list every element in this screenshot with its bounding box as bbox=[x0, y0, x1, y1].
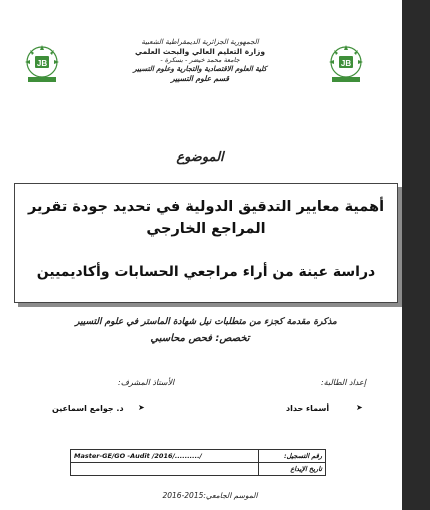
registration-label: رقم التسجيل: bbox=[259, 450, 326, 463]
header-line-republic: الجمهورية الجزائرية الديمقراطية الشعبية bbox=[141, 38, 259, 46]
header-line-faculty: كلية العلوم الاقتصادية والتجارية وعلوم التسيير bbox=[133, 65, 267, 73]
arrow-bullet-icon: ➤ bbox=[356, 403, 363, 412]
specialization: تخصص: فحص محاسبي bbox=[150, 333, 250, 344]
deposit-date-row bbox=[71, 463, 326, 476]
thesis-subtitle: دراسة عينة من أراء مراجعي الحسابات وأكاديميين bbox=[36, 264, 376, 280]
university-emblem-icon bbox=[326, 42, 366, 84]
deposit-date-value bbox=[71, 463, 259, 476]
svg-text:JB: JB bbox=[36, 59, 48, 68]
header-line-department: قسم علوم التسيير bbox=[171, 74, 229, 83]
registration-table bbox=[70, 449, 326, 476]
subject-heading: الموضوع bbox=[176, 150, 224, 165]
student-label: إعداد الطالبة: bbox=[320, 378, 366, 387]
deposit-date-label: تاريخ الإيداع bbox=[259, 463, 326, 476]
academic-season: الموسم الجامعي:2015-2016 bbox=[162, 491, 258, 500]
memo-statement: مذكرة مقدمة كجزء من متطلبات نيل شهادة الماستر في علوم التسيير bbox=[75, 317, 337, 327]
svg-text:JB: JB bbox=[340, 59, 352, 68]
title-box bbox=[14, 183, 398, 303]
registration-row bbox=[71, 450, 326, 463]
supervisor-name: د. جوامع اسماعين bbox=[52, 404, 124, 413]
thesis-title: أهمية معايير التدقيق الدولية في تحديد جودة تقرير المراجع الخارجي bbox=[27, 199, 385, 237]
registration-number: Master-GE/GO -Audit /2016/........../ bbox=[71, 450, 259, 463]
university-emblem-icon bbox=[22, 42, 62, 84]
viewer-sidebar bbox=[402, 0, 430, 510]
institution-header bbox=[100, 38, 300, 83]
header-line-university: جامعة محمد خيضر - بسكرة - bbox=[160, 56, 240, 64]
supervisor-label: الأستاذ المشرف: bbox=[118, 378, 175, 387]
arrow-bullet-icon: ➤ bbox=[138, 403, 145, 412]
header-line-ministry: وزارة التعليم العالي والبحث العلمي bbox=[134, 47, 266, 56]
student-name: أسماء حداد bbox=[286, 404, 330, 413]
